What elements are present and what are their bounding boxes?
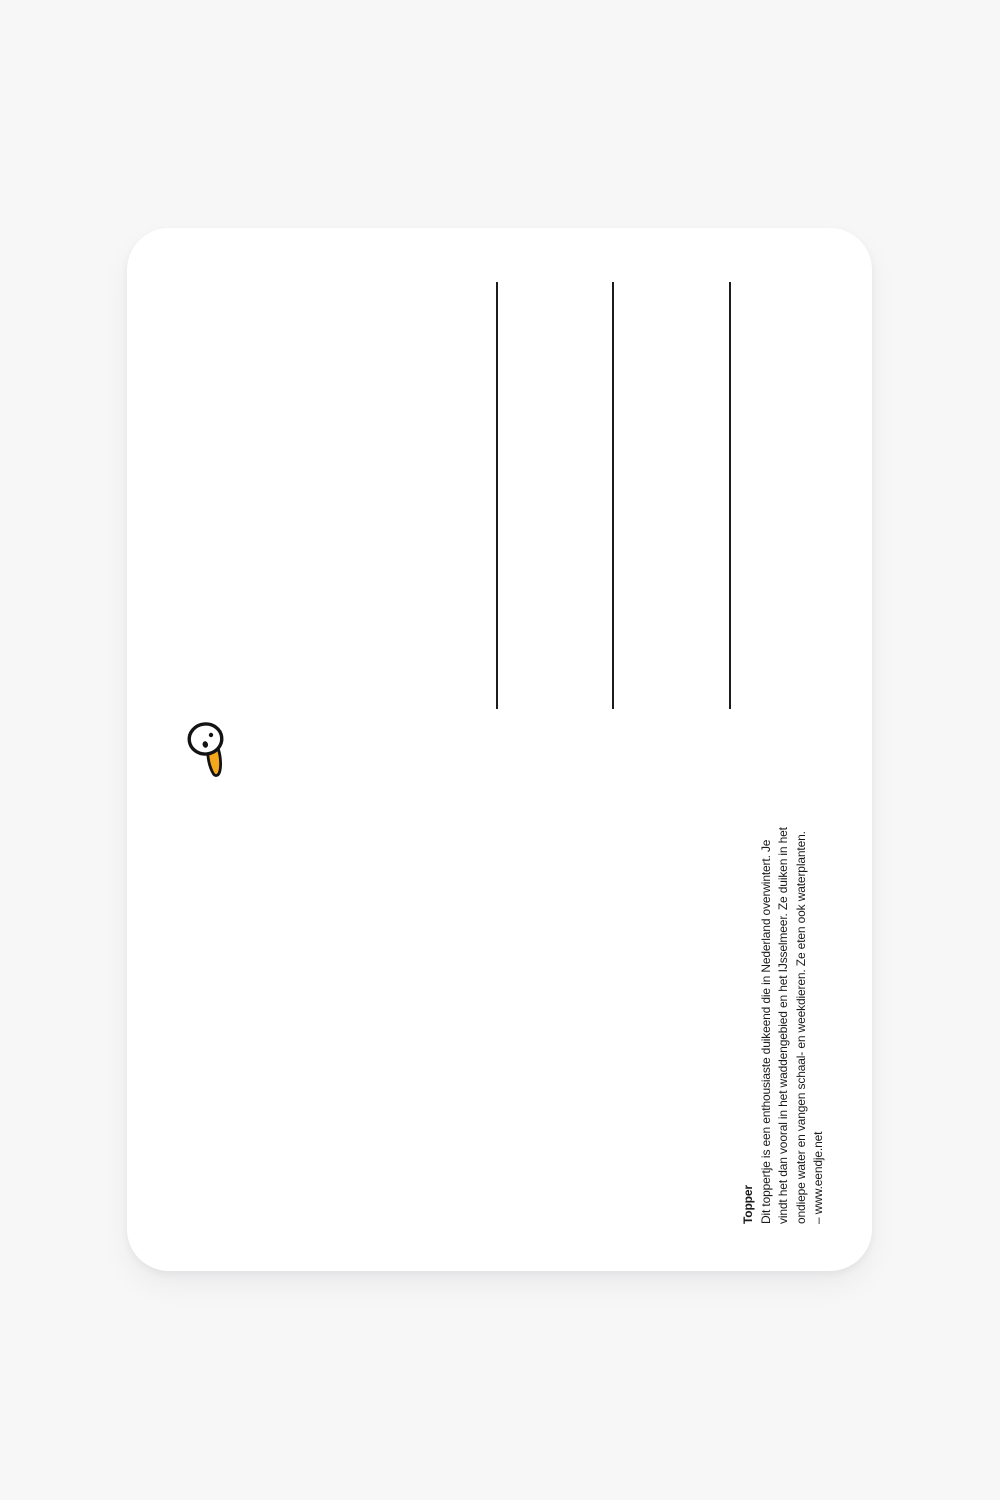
duck-eye-small: [209, 733, 213, 737]
postcard: [127, 228, 872, 1271]
info-body-line-3: ondiepe water en vangen schaal- en weekdieren. Ze eten ook waterplanten.: [793, 831, 808, 1224]
address-line-3: [729, 282, 731, 709]
info-body-line-1: Dit toppertje is een enthousiaste duikeend die in Nederland overwintert. Je: [758, 839, 773, 1224]
address-line-1: [496, 282, 498, 709]
duck-head-outline: [188, 722, 224, 755]
info-title: Topper: [741, 1185, 755, 1224]
info-body-line-2: vindt het dan vooral in het waddengebied en het IJsselmeer. Ze duiken in het: [776, 827, 790, 1224]
info-block: [740, 792, 828, 1224]
address-line-2: [612, 282, 614, 709]
website-text: – www.eendje.net: [811, 1131, 825, 1224]
duck-head-icon: [183, 718, 229, 782]
